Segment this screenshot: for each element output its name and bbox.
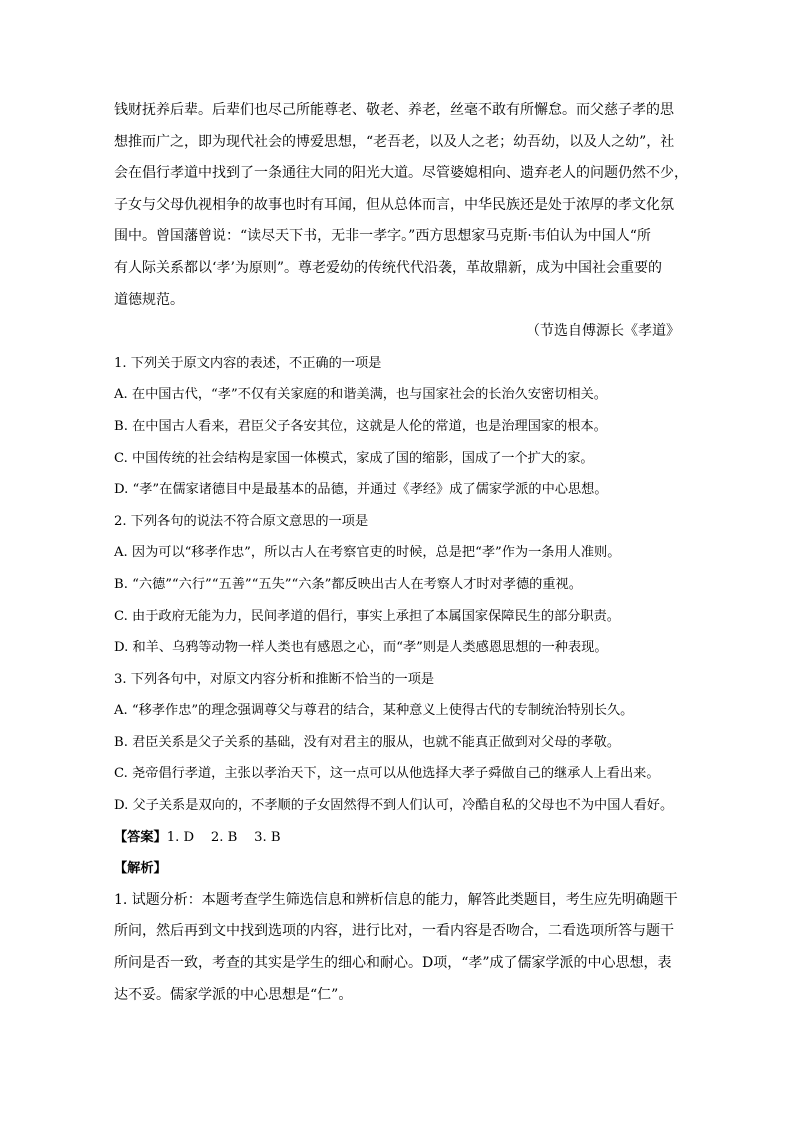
passage-line: 想推而广之，即为现代社会的博爱思想，“老吾老，以及人之老；幼吾幼，以及人之幼”，社 bbox=[114, 133, 675, 150]
question-option: C. 尧帝倡行孝道，主张以孝治天下，这一点可以从他选择大孝子舜做自己的继承人上看出来。 bbox=[114, 766, 660, 782]
passage-line: 围中。曾国藩曾说：“读尽天下书，无非一孝字。”西方思想家马克斯·韦伯认为中国人“所 bbox=[114, 228, 651, 245]
question-option: C. 由于政府无能为力，民间孝道的倡行，事实上承担了本属国家保障民生的部分职责。 bbox=[114, 608, 620, 624]
passage-line: 会在倡行孝道中找到了一条通往大同的阳光大道。尽管婆媳相向、遗弃老人的问题仍然不少， bbox=[114, 165, 688, 182]
question-option: B. “六德”“六行”“五善”“五失”“六条”都反映出古人在考察人才时对孝德的重视。 bbox=[114, 576, 582, 592]
question-option: B. 君臣关系是父子关系的基础，没有对君主的服从，也就不能真正做到对父母的孝敬。 bbox=[114, 734, 621, 750]
question-option: C. 中国传统的社会结构是家国一体模式，家成了国的缩影，国成了一个扩大的家。 bbox=[114, 450, 594, 466]
question-2 bbox=[114, 506, 684, 664]
question-option: B. 在中国古人看来，君臣父子各安其位，这就是人伦的常道，也是治理国家的根本。 bbox=[114, 418, 607, 434]
analysis-label: 【解析】 bbox=[114, 861, 167, 877]
question-option: D. 父子关系是双向的，不孝顺的子女固然得不到人们认可，冷酷自私的父母也不为中国人看好。 bbox=[114, 798, 674, 814]
analysis-paragraph bbox=[114, 885, 684, 1011]
question-stem: 3. 下列各句中，对原文内容分析和推断不恰当的一项是 bbox=[114, 671, 435, 687]
analysis-line: 1. 试题分析：本题考查学生筛选信息和辨析信息的能力，解答此类题目，考生应先明确题干 bbox=[114, 891, 678, 908]
analysis-line: 达不妥。儒家学派的中心思想是“仁”。 bbox=[114, 986, 353, 1003]
question-stem: 1. 下列关于原文内容的表述，不正确的一项是 bbox=[114, 355, 382, 371]
passage-line: 子女与父母仇视相争的故事也时有耳闻，但从总体而言，中华民族还是处于浓厚的孝文化氛 bbox=[114, 196, 674, 213]
answer-text: 1. D 2. B 3. B bbox=[166, 829, 281, 845]
analysis-line: 所问是否一致，考查的其实是学生的细心和耐心。D项，“孝”成了儒家学派的中心思想，表 bbox=[114, 955, 672, 972]
question-1 bbox=[114, 348, 684, 506]
question-option: D. 和羊、乌鸦等动物一样人类也有感恩之心，而“孝”则是人类感恩思想的一种表现。 bbox=[114, 640, 608, 656]
analysis-line: 所问，然后再到文中找到选项的内容，进行比对，一看内容是否吻合，二看选项所答与题干 bbox=[114, 923, 674, 940]
passage-paragraph bbox=[114, 95, 688, 316]
answer-line bbox=[114, 822, 684, 854]
question-option: A. 在中国古代，“孝”不仅有关家庭的和谐美满，也与国家社会的长治久安密切相关。 bbox=[114, 387, 607, 403]
passage-line: 钱财抚养后辈。后辈们也尽己所能尊老、敬老、养老，丝毫不敢有所懈怠。而父慈子孝的思 bbox=[114, 102, 674, 118]
question-option: A. “移孝作忠”的理念强调尊父与尊君的结合，某种意义上使得古代的专制统治特别长久。 bbox=[114, 703, 634, 719]
passage-line: 有人际关系都以‘孝’为原则”。尊老爱幼的传统代代沿袭，革故鼎新，成为中国社会重要的 bbox=[114, 259, 663, 276]
question-3 bbox=[114, 664, 684, 822]
question-stem: 2. 下列各句的说法不符合原文意思的一项是 bbox=[114, 513, 369, 529]
passage-source: （节选自傅源长《孝道》 bbox=[526, 323, 680, 340]
passage-line: 道德规范。 bbox=[114, 291, 184, 308]
question-option: A. 因为可以“移孝作忠”，所以古人在考察官吏的时候，总是把“孝”作为一条用人准则。 bbox=[114, 545, 621, 561]
answer-label: 【答案】 bbox=[114, 829, 167, 845]
document-page bbox=[114, 95, 688, 1011]
question-option: D. “孝”在儒家诸德目中是最基本的品德，并通过《孝经》成了儒家学派的中心思想。 bbox=[114, 482, 608, 498]
